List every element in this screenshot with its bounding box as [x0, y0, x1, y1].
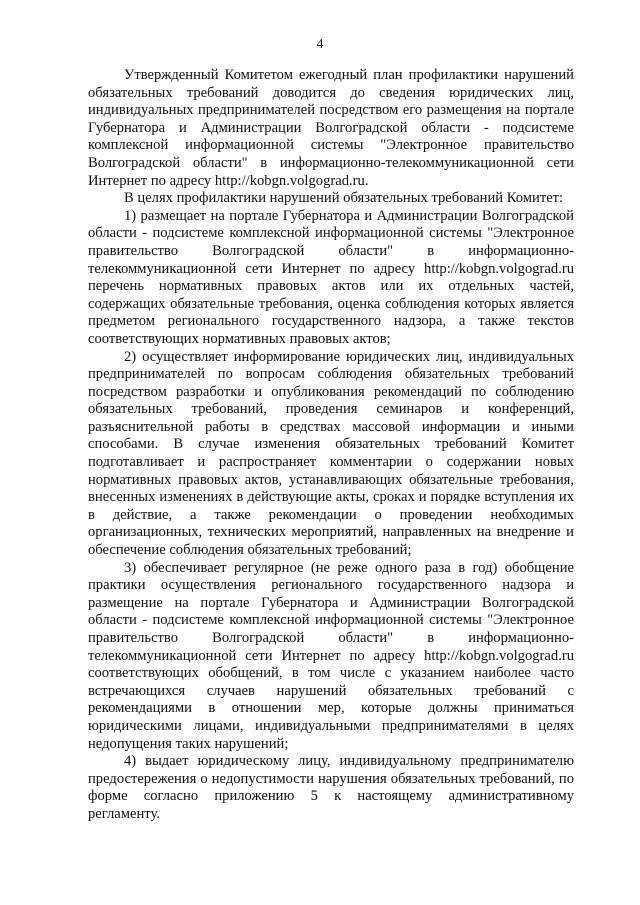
paragraph-plan-publication: Утвержденный Комитетом ежегодный план профилактики нарушений обязательных требований доводится до сведения юридических лиц, индивидуальных предпринимателей посредством его размещения на портале Губернатора и Администрации Волгоградской области - подсистеме комплексной информационной системы "Электронное правительство Волгоградской области" в информационно-телекоммуникационной сети Интернет по адресу http://kobgn.volgograd.ru. — [88, 67, 574, 189]
paragraph-item-1: 1) размещает на портале Губернатора и Администрации Волгоградской области - подсистеме комплексной информационной системы "Электронное правительство Волгоградской области" в информационно-телекоммуникационной сети Интернет по адресу http://kobgn.volgograd.ru перечень нормативных правовых актов или их отдельных частей, содержащих обязательные требования, оценка соблюдения которых является предметом регионального государственного надзора, а также текстов соответствующих нормативных правовых актов; — [88, 207, 574, 347]
paragraph-item-3: 3) обеспечивает регулярное (не реже одного раза в год) обобщение практики осуществления регионального государственного надзора и размещение на портале Губернатора и Администрации Волгоградской области - подсистеме комплексной информационной системы "Электронное правительство Волгоградской области" в информационно-телекоммуникационной сети Интернет по адресу http://kobgn.volgograd.ru соответствующих обобщений, в том числе с указанием наиболее часто встречающихся случаев нарушений обязательных требований с рекомендациями в отношении мер, которые должны приниматься юридическими лицами, индивидуальными предпринимателями в целях недопущения таких нарушений; — [88, 559, 574, 752]
document-body — [88, 67, 574, 824]
page-number: 4 — [316, 37, 324, 52]
paragraph-intro-committee: В целях профилактики нарушений обязательных требований Комитет: — [124, 190, 564, 207]
paragraph-item-4: 4) выдает юридическому лицу, индивидуальному предпринимателю предостережения о недопустимости нарушения обязательных требований, по форме согласно приложению 5 к настоящему административному регламенту. — [88, 753, 574, 822]
paragraph-item-2: 2) осуществляет информирование юридических лиц, индивидуальных предпринимателей по вопросам соблюдения обязательных требований посредством разработки и опубликования рекомендаций по соблюдению обязательных требований, проведения семинаров и конференций, разъяснительной работы в средствах массовой информации и иными способами. В случае изменения обязательных требований Комитет подготавливает и распространяет комментарии о содержании новых нормативных правовых актов, устанавливающих обязательные требования, внесенных изменениях в действующие акты, сроках и порядке вступления их в действие, а также рекомендации о проведении необходимых организационных, технических мероприятий, направленных на внедрение и обеспечение соблюдения обязательных требований; — [88, 348, 574, 559]
